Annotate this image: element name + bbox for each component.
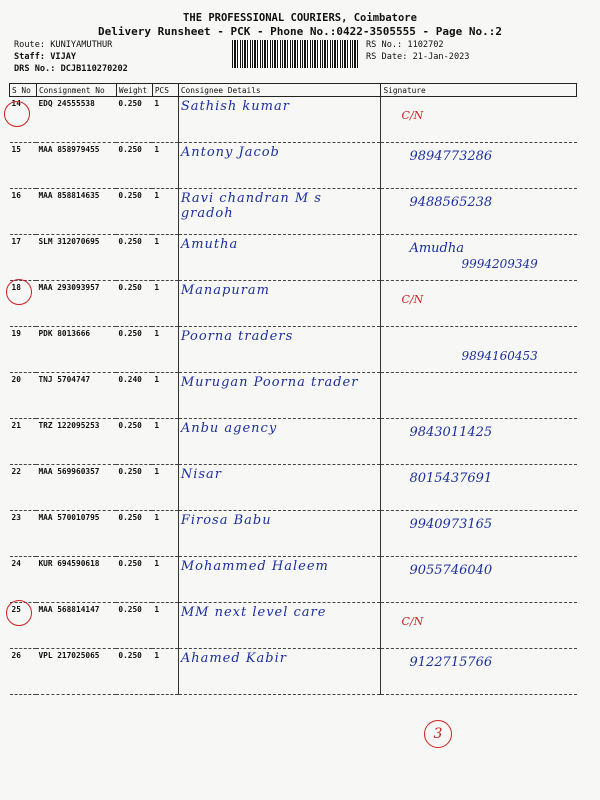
row-consignment-no: SLM 312070695 [36,235,116,281]
col-sno: S No [10,84,37,97]
rs-number: RS No.: 1102702 [366,40,444,50]
signature-note: 9055746040 [409,563,493,578]
row-sno: 18 [10,281,37,327]
rs-date: RS Date: 21-Jan-2023 [366,52,470,62]
table-row [10,143,577,189]
row-consignee: Ravi chandran M s gradoh [178,189,381,235]
row-consignee: Poorna traders [178,327,381,373]
row-pcs: 1 [152,557,178,603]
signature-note: 9843011425 [409,425,493,440]
row-weight: 0.250 [116,511,152,557]
row-consignee: Murugan Poorna trader [178,373,381,419]
row-weight: 0.250 [116,557,152,603]
row-consignee: Antony Jacob [178,143,381,189]
signature-phone: 9894160453 [461,349,538,363]
row-sno: 19 [10,327,37,373]
table-row [10,557,577,603]
row-consignment-no: MAA 293093957 [36,281,116,327]
row-weight: 0.250 [116,603,152,649]
red-circle-mark [6,279,32,305]
row-consignment-no: MAA 570010795 [36,511,116,557]
table-row [10,465,577,511]
row-pcs: 1 [152,603,178,649]
drs-number: DRS No.: DCJB110270202 [14,64,128,74]
signature-note: 9940973165 [409,517,493,532]
company-title: THE PROFESSIONAL COURIERS, Coimbatore [183,12,417,24]
runsheet-subtitle: Delivery Runsheet - PCK - Phone No.:0422-3505555 - Page No.:2 [98,25,502,38]
table-row [10,97,577,143]
signature-note: 8015437691 [409,471,493,486]
row-weight: 0.250 [116,419,152,465]
row-signature [381,465,577,511]
col-weight: Weight [116,84,152,97]
staff-label: Staff: VIJAY [14,52,77,62]
row-pcs: 1 [152,327,178,373]
row-consignment-no: MAA 569960357 [36,465,116,511]
row-signature [381,511,577,557]
red-circle-mark [4,101,30,127]
row-pcs: 1 [152,97,178,143]
row-signature [381,603,577,649]
row-consignment-no: VPL 217025065 [36,649,116,695]
row-sno: 17 [10,235,37,281]
row-consignment-no: TNJ 5704747 [36,373,116,419]
table-row [10,419,577,465]
row-consignee: MM next level care [178,603,381,649]
page-mark-circle: 3 [424,720,452,748]
col-consignment: Consignment No [36,84,116,97]
col-consignee: Consignee Details [178,84,381,97]
row-signature [381,189,577,235]
row-signature [381,327,577,373]
row-consignee: Nisar [178,465,381,511]
table-row [10,327,577,373]
col-pcs: PCS [152,84,178,97]
row-consignee: Anbu agency [178,419,381,465]
route-label: Route: KUNIYAMUTHUR [14,40,113,50]
row-sno: 15 [10,143,37,189]
row-consignee: Mohammed Haleem [178,557,381,603]
table-row [10,235,577,281]
table-row [10,373,577,419]
row-weight: 0.250 [116,143,152,189]
signature-phone: 9994209349 [461,257,538,271]
table-row [10,281,577,327]
row-sno: 14 [10,97,37,143]
row-signature [381,97,577,143]
row-sno: 26 [10,649,37,695]
row-sno: 25 [10,603,37,649]
table-row [10,603,577,649]
row-consignment-no: KUR 694590618 [36,557,116,603]
row-weight: 0.240 [116,373,152,419]
row-consignment-no: EDQ 24555538 [36,97,116,143]
row-consignment-no: TRZ 122095253 [36,419,116,465]
row-sno: 22 [10,465,37,511]
row-weight: 0.250 [116,189,152,235]
row-weight: 0.250 [116,235,152,281]
signature-note: 9122715766 [409,655,493,670]
row-sno: 23 [10,511,37,557]
row-sno: 16 [10,189,37,235]
row-pcs: 1 [152,419,178,465]
table-row [10,511,577,557]
runsheet-table [9,83,577,695]
row-consignee: Amutha [178,235,381,281]
row-pcs: 1 [152,281,178,327]
row-pcs: 1 [152,465,178,511]
row-signature [381,419,577,465]
signature-note: C/N [401,293,424,306]
row-pcs: 1 [152,235,178,281]
table-header-row [10,84,577,97]
row-signature [381,557,577,603]
signature-note: 9488565238 [409,195,493,210]
signature-note: C/N [401,109,424,122]
row-consignment-no: PDK 8013666 [36,327,116,373]
row-consignee: Manapuram [178,281,381,327]
row-pcs: 1 [152,143,178,189]
row-signature [381,373,577,419]
row-consignment-no: MAA 858814635 [36,189,116,235]
row-pcs: 1 [152,189,178,235]
row-consignment-no: MAA 568814147 [36,603,116,649]
row-consignee: Sathish kumar [178,97,381,143]
row-signature [381,143,577,189]
row-sno: 20 [10,373,37,419]
row-pcs: 1 [152,511,178,557]
row-consignee: Ahamed Kabir [178,649,381,695]
table-row [10,649,577,695]
red-circle-mark [6,600,32,626]
col-signature: Signature [381,84,577,97]
signature-note: 9894773286 [409,149,493,164]
row-signature [381,235,577,281]
row-weight: 0.250 [116,465,152,511]
row-weight: 0.250 [116,97,152,143]
signature-note: Amudha [409,241,465,256]
signature-note: C/N [401,615,424,628]
table-row [10,189,577,235]
row-pcs: 1 [152,649,178,695]
row-weight: 0.250 [116,327,152,373]
row-signature [381,281,577,327]
row-consignee: Firosa Babu [178,511,381,557]
row-sno: 24 [10,557,37,603]
row-consignment-no: MAA 858979455 [36,143,116,189]
row-weight: 0.250 [116,649,152,695]
row-signature [381,649,577,695]
row-sno: 21 [10,419,37,465]
barcode [232,40,358,68]
row-pcs: 1 [152,373,178,419]
row-weight: 0.250 [116,281,152,327]
